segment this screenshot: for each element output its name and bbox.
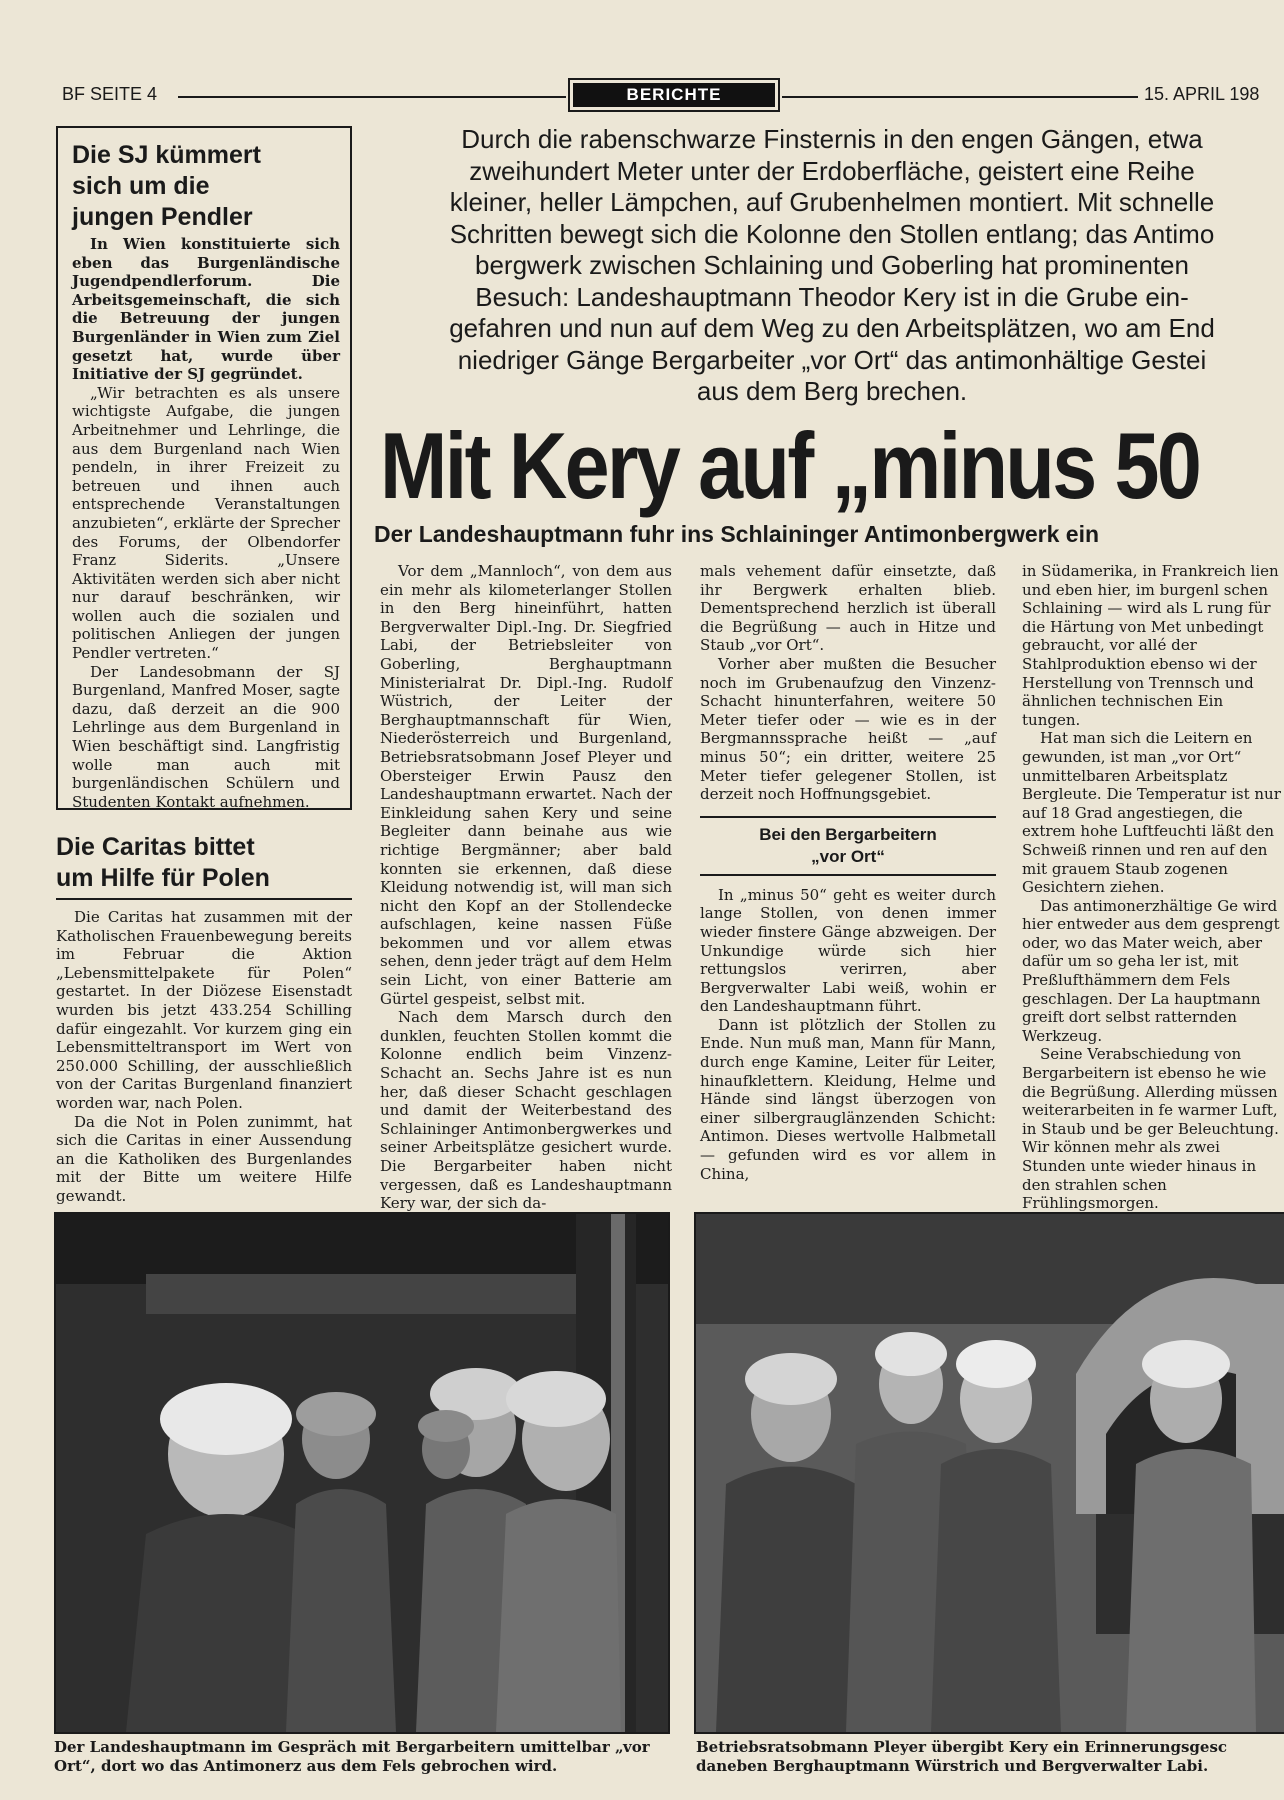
page-label: BF SEITE 4 [62, 84, 158, 104]
main-article-paragraph: Dann ist plötzlich der Stollen zu Ende. Nun muß man, Mann für Mann, durch enge Kamine, Leiter für Leiter, hinaufklettern. Kleidung, Helme und Hände sind längst überzogen von einer silbergrauglänzenden Schicht: Antimon. Dieses wertvolle Halbmetall — gefunden wird es vor allem in China, [700, 1015, 996, 1183]
article-caritas-paragraph: Da die Not in Polen zunimmt, hat sich die Caritas in einer Aussendung an die Katholiken des Burgenlandes mit der Bitte um weitere Hilfe gewandt. [56, 1112, 352, 1205]
main-article-column-1 [380, 562, 672, 1213]
main-article-paragraph: in Südamerika, in Frankreich lien und eben hier, im burgenl schen Schlaining — wird als L rung für die Härtung von Met unbedingt gebraucht, vor allé der Stahlproduktion ebenso wi der Herstellung von Trennsch und ähnlichen technischen Ein tungen. [1022, 562, 1279, 729]
article-sj-paragraph: Der Landesobmann der SJ Burgenland, Manfred Moser, sagte dazu, daß derzeit an die 900 Lehrlinge aus dem Burgenland in Wien beschäftigt sind. Langfristig wolle man auch mit burgenländischen Schülern und Studenten Kontakt aufnehmen. [72, 662, 340, 811]
main-article-paragraph: Das antimonerzhältige Ge wird hier entweder aus dem gesprengt oder, wo das Mater weich, aber dafür um so geha ler ist, mit Preßlufthämmern dem Fels geschlagen. Der La hauptmann greift dort selbst ratternden Werkzeug. [1022, 896, 1280, 1045]
article-sj-title: Die SJ kümmert sich um die jungen Pendler [72, 141, 261, 231]
main-article-paragraph: In „minus 50“ geht es weiter durch lange Stollen, von denen immer wieder finstere Gänge abzweigen. Der Unkundige würde sich hier rettungslos verirren, aber Bergverwalter Labi weiß, wohin er den Landeshauptmann führt. [700, 885, 996, 1016]
issue-date: 15. APRIL 198 [1144, 84, 1260, 104]
section-badge [568, 78, 780, 112]
photo-souvenir-handover [694, 1212, 1284, 1734]
photo-souvenir-handover-image [696, 1214, 1284, 1732]
photo-miners-conversation [54, 1212, 670, 1734]
main-article-column-3 [1022, 562, 1284, 1213]
photo-caption-left: Der Landeshauptmann im Gespräch mit Bergarbeitern umittelbar „vor Ort“, dort wo das Antimonerz aus dem Fels gebrochen wird. [54, 1738, 650, 1775]
photo-miners-conversation-image [56, 1214, 668, 1732]
header-rule-left [178, 96, 566, 98]
article-sj-box [56, 126, 352, 810]
article-caritas-body [56, 908, 352, 1206]
section-label: BERICHTE [573, 83, 775, 107]
main-headline: Mit Kery auf „minus 50 [380, 413, 1200, 518]
header-rule-right [782, 96, 1138, 98]
main-article-paragraph: Vorher aber mußten die Besucher noch im Grubenaufzug den Vinzenz-Schacht hinunterfahren, weitere 50 Meter tiefer oder — wie es in der Bergmannssprache heißt — „auf minus 50“; ein dritter, weitere 25 Meter tiefer gelegener Stollen, ist derzeit noch Hoffnungsgebiet. [700, 654, 996, 804]
main-article-paragraph: Vor dem „Mannloch“, von dem aus ein mehr als kilometerlanger Stollen in den Berg hineinführt, hatten Bergverwalter Dipl.-Ing. Dr. Siegfried Labi, der Betriebsleiter von Goberling, Berghauptmann Ministerialrat Dr. Dipl.-Ing. Rudolf Wüstrich, der Leiter der Berghauptmannschaft für Wien, Niederösterreich und Burgenland, Betriebsratsobmann Josef Pleyer und Obersteiger Erwin Pausz den Landeshauptmann erwartet. Nach der Einkleidung sahen Kery und seine Begleiter dann beinahe aus wie richtige Bergmänner; aber bald konnten sie erkennen, daß diese Kleidung notwendig ist, will man sich nicht den Kopf an der Stollendecke aufschlagen, keine nassen Füße bekommen und vor allem etwas sehen, denn jeder trägt auf dem Helm sein Licht, von einer Batterie am Gürtel gespeist, selbst mit. [380, 562, 672, 1008]
article-sj-paragraph: „Wir betrachten es als unsere wichtigste Aufgabe, die jungen Arbeitnehmer und Lehrlinge, die aus dem Burgenland nach Wien pendeln, in ihrer Freizeit zu betreuen und ihnen auch entsprechende Veranstaltungen anzubieten“, erklärte der Sprecher des Forums, der Olbendorfer Franz Siderits. „Unsere Aktivitäten werden sich aber nicht nur darauf beschränken, wir wollen auch die sozialen und politischen Anliegen der jungen Pendler vertreten.“ [72, 383, 340, 663]
main-article-paragraph: Hat man sich die Leitern en gewunden, ist man „vor Ort“ unmittelbaren Arbeitsplatz Bergleute. Die Temperatur ist nur auf 18 Grad angestiegen, die extrem hohe Luftfeuchti läßt den Schweiß rinnen und ren auf den mit grauem Staub zogenen Gesichtern ziehen. [1022, 729, 1281, 897]
photo-caption-right: Betriebsratsobmann Pleyer übergibt Kery ein Erinnerungsgesc daneben Berghauptmann Würstrich und Bergverwalter Labi. [696, 1738, 1228, 1775]
main-article-lead: Durch die rabenschwarze Finsternis in den engen Gängen, etwa zweihundert Meter unter der Erdoberfläche, geistert eine Reihe kleiner, heller Lämpchen, auf Grubenhelmen montiert. Mit schnelle Schritten bewegt sich die Kolonne den Stollen entlang; das Antimo bergwerk zwischen Schlaining und Goberling hat prominenten Besuch: Landeshauptmann Theodor Kery ist in die Grube ein- gefahren und nun auf dem Weg zu den Arbeitsplätzen, wo am End niedriger Gänge Bergarbeiter „vor Ort“ das antimonhältige Gestei aus dem Berg brechen. [449, 124, 1215, 406]
article-sj-body [72, 235, 340, 811]
article-sj-paragraph: In Wien konstituierte sich eben das Burgenländische Jugendpendlerforum. Die Arbeitsgemeinschaft, die sich die Betreuung der jungen Burgenländer in Wien zum Ziel gesetzt hat, wurde über Initiative der SJ gegründet. [72, 235, 340, 384]
main-subheadline: Der Landeshauptmann fuhr ins Schlaininger Antimonbergwerk ein [374, 521, 1100, 547]
main-article-paragraph: Nach dem Marsch durch den dunklen, feuchten Stollen kommt die Kolonne endlich beim Vinzenz-Schacht an. Sechs Jahre ist es nun her, daß dieser Schacht geschlagen und damit der Weiterbestand des Schlaininger Antimonbergwerkes und seiner Arbeitsplätze gesichert wurde. Die Bergarbeiter haben nicht vergessen, daß es Landeshauptmann Kery war, der sich da- [380, 1008, 672, 1213]
subsection-heading: Bei den Bergarbeitern „vor Ort“ [700, 816, 996, 876]
article-caritas-title: Die Caritas bittet um Hilfe für Polen [56, 832, 352, 900]
article-caritas-paragraph: Die Caritas hat zusammen mit der Katholischen Frauenbewegung bereits im Februar die Aktion „Lebensmittelpakete für Polen“ gestartet. In der Diözese Eisenstadt wurden bis jetzt 433.254 Schilling dafür eingezahlt. Vor kurzem ging ein Lebensmitteltransport im Wert von 250.000 Schilling, der ausschließlich von der Caritas Burgenland finanziert worden war, nach Polen. [56, 908, 352, 1112]
article-caritas [56, 832, 352, 1206]
main-article-paragraph: mals vehement dafür einsetzte, daß ihr Bergwerk erhalten blieb. Dementsprechend herzlich ist überall die Begrüßung — auch in Hitze und Staub „vor Ort“. [700, 562, 996, 655]
main-article-column-2 [700, 562, 996, 1183]
main-article-paragraph: Seine Verabschiedung von Bergarbeitern ist ebenso he wie die Begrüßung. Allerding müssen weiterarbeiten in fe warmer Luft, in Staub und be ger Beleuchtung. Wir können mehr als zwei Stunden unte wieder hinaus in den strahlen schen Frühlingsmorgen. [1022, 1045, 1279, 1213]
